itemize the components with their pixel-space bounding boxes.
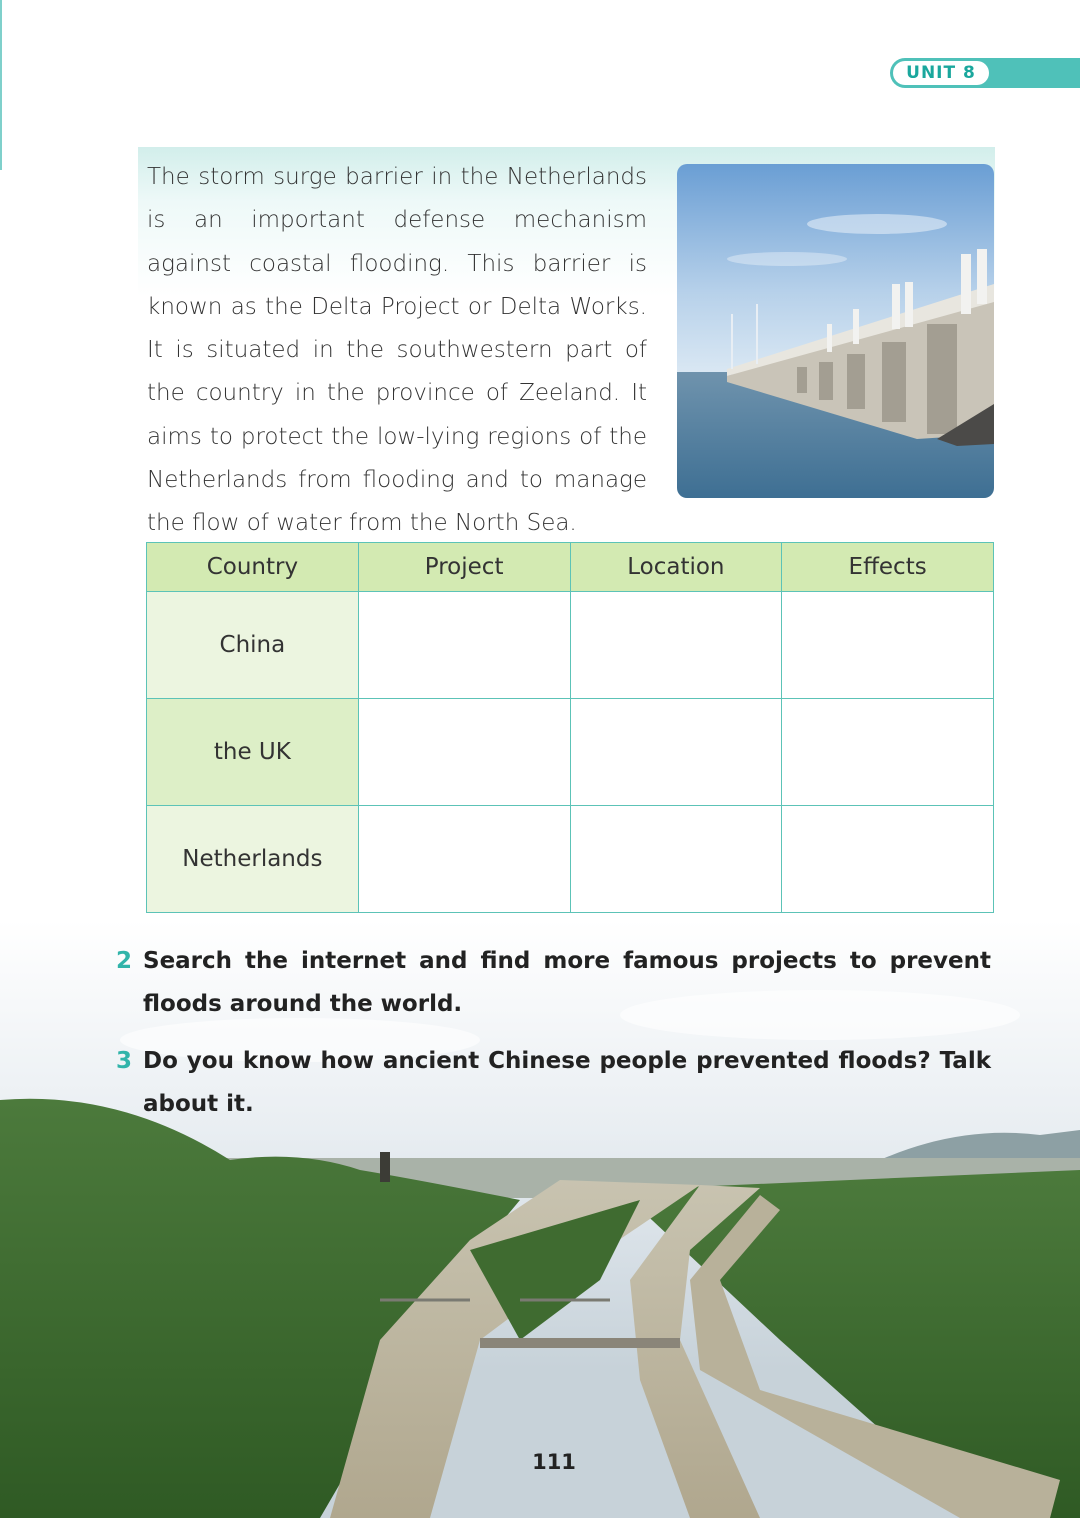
project-cell[interactable] — [358, 699, 570, 806]
left-margin-rule — [0, 0, 2, 170]
question-2 — [116, 940, 991, 1026]
intro-paragraph: The storm surge barrier in the Netherlands is an important defense mechanism against coastal flooding. This barrier is known as the Delta Project or Delta Works. It is situated in the southwestern part of the country in the province of Zeeland. It aims to protect the low-lying regions of the Netherlands from flooding and to manage the flow of water from the North Sea. — [147, 164, 647, 537]
question-3 — [116, 1040, 991, 1126]
question-text: Do you know how ancient Chinese people prevented floods? Talk about it. — [143, 1048, 991, 1117]
projects-table — [146, 542, 994, 913]
effects-cell[interactable] — [782, 699, 994, 806]
header-effects: Effects — [782, 543, 994, 592]
country-cell: China — [147, 592, 359, 699]
storm-surge-barrier-photo — [677, 164, 994, 498]
header-project: Project — [358, 543, 570, 592]
effects-cell[interactable] — [782, 806, 994, 913]
question-number: 2 — [116, 948, 133, 974]
project-cell[interactable] — [358, 592, 570, 699]
country-cell: the UK — [147, 699, 359, 806]
project-cell[interactable] — [358, 806, 570, 913]
location-cell[interactable] — [570, 699, 782, 806]
table-row — [147, 806, 994, 913]
location-cell[interactable] — [570, 592, 782, 699]
page-number: 111 — [532, 1450, 576, 1474]
unit-label: UNIT 8 — [893, 61, 989, 85]
table-header-row — [147, 543, 994, 592]
table-row — [147, 699, 994, 806]
question-number: 3 — [116, 1048, 133, 1074]
header-country: Country — [147, 543, 359, 592]
location-cell[interactable] — [570, 806, 782, 913]
header-location: Location — [570, 543, 782, 592]
effects-cell[interactable] — [782, 592, 994, 699]
table-row — [147, 592, 994, 699]
country-cell: Netherlands — [147, 806, 359, 913]
question-text: Search the internet and find more famous projects to prevent floods around the world. — [143, 948, 991, 1017]
